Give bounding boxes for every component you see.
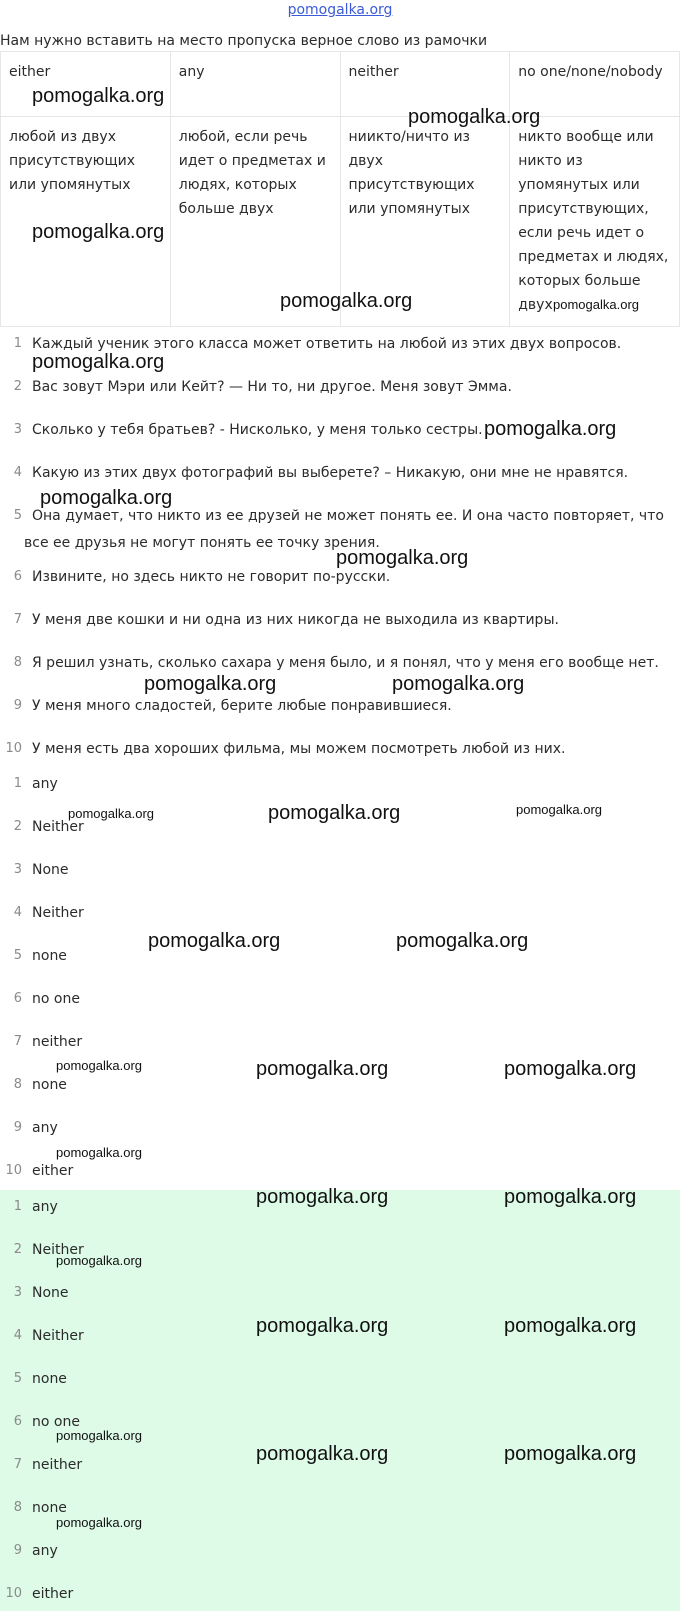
item-number: 5 [13, 508, 22, 523]
item-number: 7 [13, 612, 22, 627]
answer-item [0, 859, 680, 881]
answer-item [0, 1540, 680, 1562]
answer-item [0, 1583, 680, 1605]
answer-item [0, 1160, 680, 1182]
watermark: pomogalka.org [336, 547, 469, 569]
item-number: 4 [13, 1328, 22, 1343]
watermark: pomogalka.org [32, 85, 165, 107]
sentence-item [0, 376, 680, 398]
item-number: 6 [13, 1414, 22, 1429]
answer-text: Neither [32, 1328, 84, 1344]
sentence-text: Какую из этих двух фотографий вы выберете? – Никакую, они мне не нравятся. [32, 465, 629, 481]
item-number: 9 [13, 1120, 22, 1135]
watermark: pomogalka.org [56, 1253, 142, 1268]
answer-text: Neither [32, 905, 84, 921]
watermark: pomogalka.org [504, 1443, 637, 1465]
watermark: pomogalka.org [504, 1315, 637, 1337]
watermark: pomogalka.org [256, 1186, 389, 1208]
answer-text: either [32, 1586, 74, 1602]
item-number: 3 [13, 422, 22, 437]
table-cell: no one/none/nobody [510, 52, 680, 117]
site-header[interactable]: pomogalka.org [287, 2, 393, 18]
instruction-text: Нам нужно вставить на место пропуска верное слово из рамочки [0, 33, 488, 49]
item-number: 5 [13, 1371, 22, 1386]
watermark: pomogalka.org [256, 1315, 389, 1337]
watermark: pomogalka.org [280, 290, 413, 312]
watermark: pomogalka.org [144, 673, 277, 695]
answer-item [0, 1368, 680, 1390]
watermark: pomogalka.org [256, 1443, 389, 1465]
item-number: 9 [13, 1543, 22, 1558]
sentence-item [0, 462, 680, 484]
item-number: 1 [13, 336, 22, 351]
watermark: pomogalka.org [268, 802, 401, 824]
sentence-text: Я решил узнать, сколько сахара у меня было, и я понял, что у меня его вообще нет. [32, 655, 659, 671]
answer-text: neither [32, 1457, 83, 1473]
watermark: pomogalka.org [392, 673, 525, 695]
watermark: pomogalka.org [408, 106, 541, 128]
sentence-text: все ее друзья не могут понять ее точку зрения. [24, 535, 380, 551]
watermark: pomogalka.org [32, 351, 165, 373]
item-number: 5 [13, 948, 22, 963]
sentence-text: У меня много сладостей, берите любые понравившиеся. [32, 698, 452, 714]
sentence-text: Каждый ученик этого класса может ответить на любой из этих двух вопросов. [32, 336, 622, 352]
table-cell: any [170, 52, 340, 117]
item-number: 4 [13, 465, 22, 480]
watermark: pomogalka.org [484, 418, 617, 440]
item-number: 3 [13, 862, 22, 877]
item-number: 10 [5, 1163, 22, 1178]
item-number: 3 [13, 1285, 22, 1300]
answer-item [0, 1117, 680, 1139]
item-number: 2 [13, 819, 22, 834]
watermark: pomogalka.org [56, 1145, 142, 1160]
answer-text: any [32, 1543, 58, 1559]
item-number: 10 [5, 1586, 22, 1601]
answer-text: no one [32, 1414, 80, 1430]
answer-text: Neither [32, 1242, 84, 1258]
table-cell: никто вообще или никто из упомянутых или присутствующих, если речь идет о предметах и людях, которых больше двух [510, 117, 680, 327]
item-number: 2 [13, 1242, 22, 1257]
answer-item [0, 902, 680, 924]
answer-text: None [32, 862, 69, 878]
item-number: 6 [13, 569, 22, 584]
item-number: 7 [13, 1457, 22, 1472]
table-cell: ниикто/ничто из двух присутствующих или упомянутых [340, 117, 510, 327]
table-cell: neither [340, 52, 510, 117]
table-cell: either [1, 52, 171, 117]
item-number: 1 [13, 1199, 22, 1214]
answer-text: none [32, 948, 67, 964]
watermark: pomogalka.org [56, 1428, 142, 1443]
item-number: 1 [13, 776, 22, 791]
answer-item [0, 945, 680, 967]
watermark: pomogalka.org [40, 487, 173, 509]
sentence-item [0, 695, 680, 717]
watermark: pomogalka.org [504, 1058, 637, 1080]
answer-item [0, 988, 680, 1010]
answer-text: any [32, 1120, 58, 1136]
item-number: 4 [13, 905, 22, 920]
table-cell: любой из двух присутствующих или упомянутых [1, 117, 171, 327]
answer-text: none [32, 1077, 67, 1093]
table-cell: любой, если речь идет о предметах и людях, которых больше двух [170, 117, 340, 327]
watermark: pomogalka.org [68, 806, 154, 821]
item-number: 6 [13, 991, 22, 1006]
item-number: 8 [13, 655, 22, 670]
item-number: 8 [13, 1500, 22, 1515]
sentence-text: Сколько у тебя братьев? - Нисколько, у меня только сестры. [32, 422, 483, 438]
answer-item [0, 1282, 680, 1304]
item-number: 9 [13, 698, 22, 713]
watermark: pomogalka.org [396, 930, 529, 952]
watermark: pomogalka.org [32, 221, 165, 243]
sentence-text: У меня есть два хороших фильма, мы можем посмотреть любой из них. [32, 741, 566, 757]
watermark: pomogalka.org [516, 802, 602, 817]
answer-text: either [32, 1163, 74, 1179]
answer-text: None [32, 1285, 69, 1301]
watermark: pomogalka.org [148, 930, 281, 952]
answer-text: any [32, 776, 58, 792]
answer-item [0, 773, 680, 795]
answer-text: none [32, 1500, 67, 1516]
sentence-item [0, 609, 680, 631]
sentence-text: Она думает, что никто из ее друзей не может понять ее. И она часто повторяет, что [32, 508, 664, 524]
sentence-item [0, 652, 680, 674]
answer-text: neither [32, 1034, 83, 1050]
watermark: pomogalka.org [56, 1058, 142, 1073]
item-number: 8 [13, 1077, 22, 1092]
item-number: 7 [13, 1034, 22, 1049]
sentence-text: Вас зовут Мэри или Кейт? — Ни то, ни другое. Меня зовут Эмма. [32, 379, 512, 395]
watermark: pomogalka.org [256, 1058, 389, 1080]
answer-text: any [32, 1199, 58, 1215]
watermark: pomogalka.org [504, 1186, 637, 1208]
sentence-item [0, 738, 680, 760]
answer-text: no one [32, 991, 80, 1007]
item-number: 2 [13, 379, 22, 394]
sentence-text: Извините, но здесь никто не говорит по-русски. [32, 569, 391, 585]
watermark: pomogalka.org [56, 1515, 142, 1530]
watermark: pomogalka.org [553, 297, 639, 312]
sentence-text: У меня две кошки и ни одна из них никогда не выходила из квартиры. [32, 612, 559, 628]
answer-text: Neither [32, 819, 84, 835]
item-number: 10 [5, 741, 22, 756]
answer-item [0, 1031, 680, 1053]
answer-text: none [32, 1371, 67, 1387]
